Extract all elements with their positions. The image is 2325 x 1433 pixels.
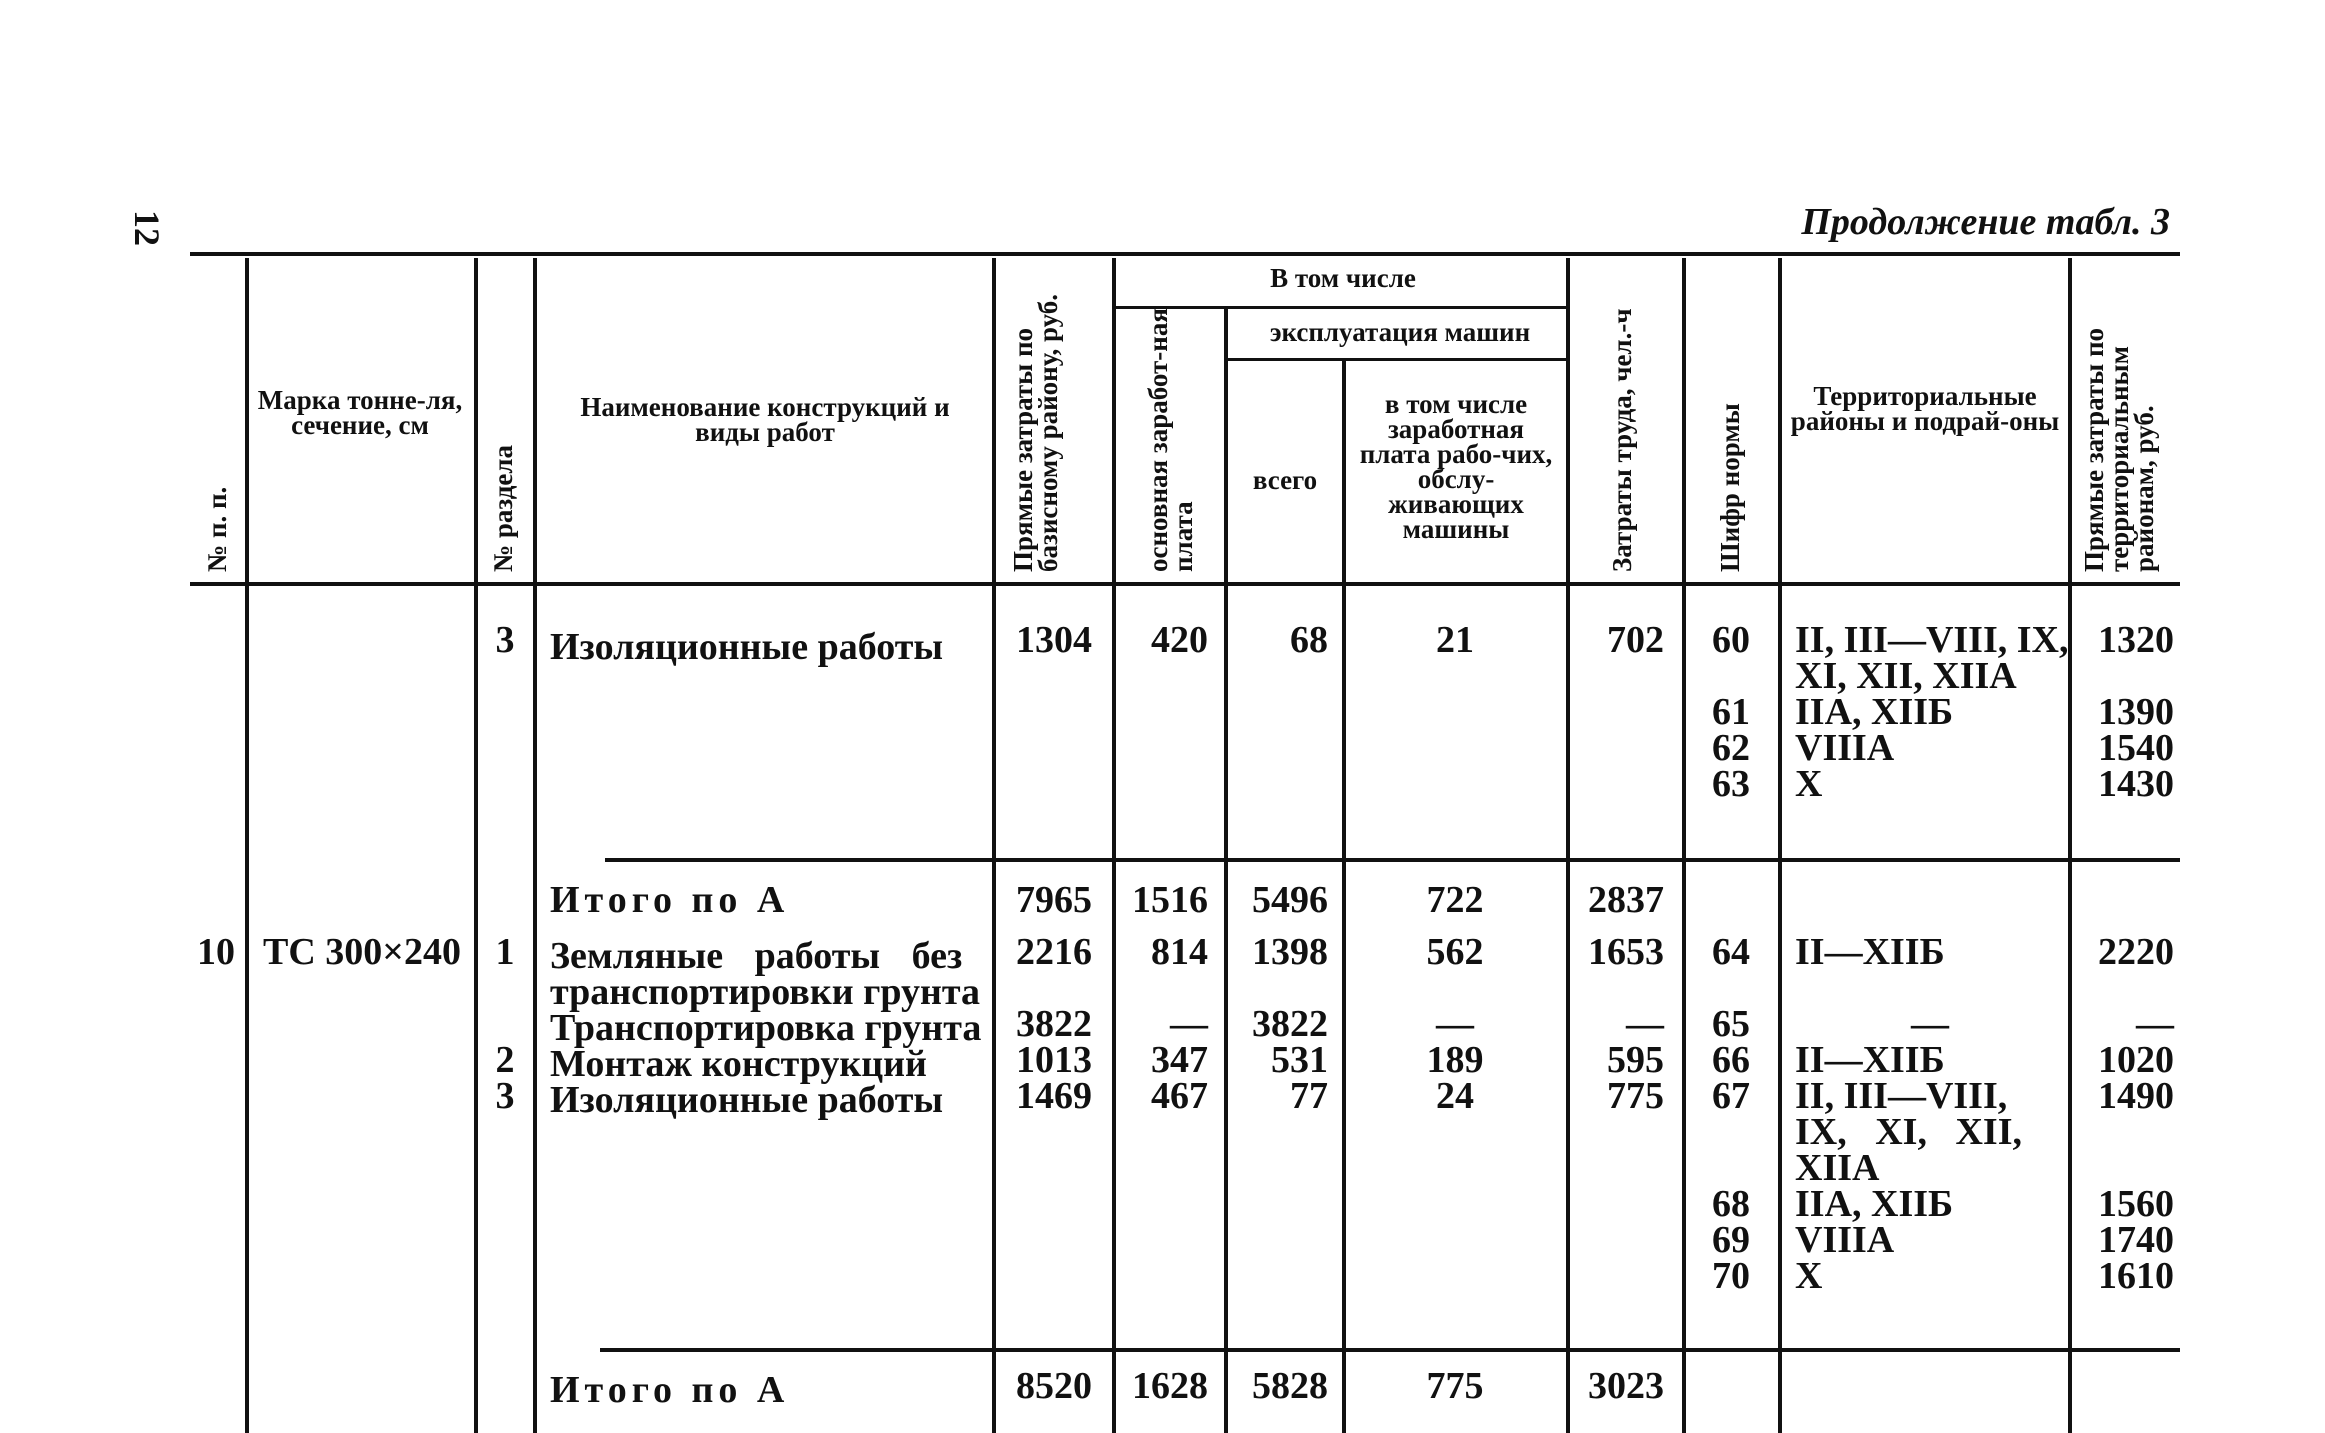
total2-wage: 1628 bbox=[1132, 1365, 1208, 1407]
row1-wage: 420 bbox=[1151, 619, 1208, 661]
block2-code-2: 65 bbox=[1712, 1003, 1750, 1045]
row1-code-3: 62 bbox=[1712, 727, 1750, 769]
row1-region-5: X bbox=[1795, 763, 1823, 805]
header-brand: Марка тонне-ля, сечение, см bbox=[257, 385, 463, 440]
row1-region-cost-2: 1390 bbox=[2098, 691, 2174, 733]
page-number: 12 bbox=[127, 210, 167, 246]
table-top-rule bbox=[190, 252, 2180, 256]
row1-region-cost-1: 1320 bbox=[2098, 619, 2174, 661]
header-section: № раздела bbox=[488, 444, 518, 572]
header-direct-regions: Прямые затраты по территориальным районам, руб. bbox=[2079, 327, 2159, 572]
block2-wage-3: 347 bbox=[1151, 1039, 1208, 1081]
row1-region-cost-3: 1540 bbox=[2098, 727, 2174, 769]
header-machines: эксплуатация машин bbox=[1269, 317, 1531, 347]
machines-rule bbox=[1226, 358, 1570, 361]
block2-section-1: 1 bbox=[495, 931, 515, 973]
total1-labor: 2837 bbox=[1588, 879, 1664, 921]
total1-direct: 7965 bbox=[1016, 879, 1092, 921]
block2-code-7: 70 bbox=[1712, 1255, 1750, 1297]
block2-name-5: Изоляционные работы bbox=[550, 1079, 944, 1121]
header-incl-wage: в том числе заработная плата рабо-чих, обслу-живающих машины bbox=[1359, 389, 1553, 544]
block2-machines-3: 531 bbox=[1271, 1039, 1328, 1081]
continuation-caption: Продолжение табл. 3 bbox=[1801, 201, 2170, 243]
row1-region-cost-4: 1430 bbox=[2098, 763, 2174, 805]
block2-code-3: 66 bbox=[1712, 1039, 1750, 1081]
block2-region-6: XIIA bbox=[1795, 1147, 1880, 1189]
total2-label: Итого по А bbox=[550, 1369, 790, 1411]
col-rule-3 bbox=[533, 258, 537, 1433]
block2-code-4: 67 bbox=[1712, 1075, 1750, 1117]
row1-region-3: IIA, XIIБ bbox=[1795, 691, 1954, 733]
block2-direct-3: 1013 bbox=[1016, 1039, 1092, 1081]
row1-direct: 1304 bbox=[1016, 619, 1092, 661]
total2-mwage: 775 bbox=[1426, 1365, 1484, 1407]
block2-name-2: транспортировки грунта bbox=[550, 971, 981, 1013]
block2-machines-2: 3822 bbox=[1252, 1003, 1328, 1045]
row1-code-1: 60 bbox=[1712, 619, 1750, 661]
block2-region-cost-2: — bbox=[2136, 1003, 2174, 1045]
block2-section-2: 2 bbox=[495, 1039, 515, 1081]
block2-wage-2: — bbox=[1170, 1003, 1208, 1045]
total1-mwage: 722 bbox=[1426, 879, 1484, 921]
block2-region-cost-7: 1610 bbox=[2098, 1255, 2174, 1297]
block2-region-5: IX, XI, XII, bbox=[1795, 1111, 2022, 1153]
block2-labor-3: 595 bbox=[1607, 1039, 1664, 1081]
row1-name: Изоляционные работы bbox=[550, 626, 944, 668]
header-no: № п. п. bbox=[202, 486, 232, 572]
block2-machines-4: 77 bbox=[1290, 1075, 1328, 1117]
col-rule-2 bbox=[474, 258, 478, 1433]
row1-code-2: 61 bbox=[1712, 691, 1750, 733]
total2-direct: 8520 bbox=[1016, 1365, 1092, 1407]
col-rule-8 bbox=[1566, 258, 1570, 1433]
header-direct-base: Прямые затраты по базисному району, руб. bbox=[1008, 293, 1063, 572]
col-rule-1 bbox=[245, 258, 249, 1433]
block2-labor-4: 775 bbox=[1607, 1075, 1664, 1117]
header-including: В том числе bbox=[1270, 263, 1416, 293]
total1-machines: 5496 bbox=[1252, 879, 1328, 921]
block2-mwage-2: — bbox=[1436, 1003, 1474, 1045]
col-rule-9 bbox=[1682, 258, 1686, 1433]
block2-labor-1: 1653 bbox=[1588, 931, 1664, 973]
row1-region-1: II, III—VIII, IX, bbox=[1795, 619, 2069, 661]
block2-region-cost-1: 2220 bbox=[2098, 931, 2174, 973]
header-labor: Затраты труда, чел.-ч bbox=[1607, 308, 1637, 572]
col-rule-6 bbox=[1224, 306, 1228, 1433]
header-name: Наименование конструкций и виды работ bbox=[580, 392, 950, 447]
block2-mwage-4: 24 bbox=[1436, 1075, 1474, 1117]
col-rule-10 bbox=[1778, 258, 1782, 1433]
block2-wage-1: 814 bbox=[1151, 931, 1208, 973]
header-basic-wage: основная заработ-ная плата bbox=[1143, 308, 1198, 572]
subtotal2-rule bbox=[600, 1348, 2180, 1352]
block2-mwage-3: 189 bbox=[1426, 1039, 1484, 1081]
header-regions: Территориальные районы и подрай-оны bbox=[1790, 381, 2060, 436]
row1-region-2: XI, XII, XIIA bbox=[1795, 655, 2017, 697]
block2-region-3: II—XIIБ bbox=[1795, 1039, 1945, 1081]
total1-label: Итого по А bbox=[550, 879, 790, 921]
block2-region-9: X bbox=[1795, 1255, 1823, 1297]
subtotal1-rule bbox=[605, 858, 2180, 862]
col-rule-7 bbox=[1342, 358, 1346, 1433]
block2-region-4: II, III—VIII, bbox=[1795, 1075, 2008, 1117]
header-total: всего bbox=[1252, 465, 1318, 495]
row1-code-4: 63 bbox=[1712, 763, 1750, 805]
block2-code-5: 68 bbox=[1712, 1183, 1750, 1225]
block2-name-4: Монтаж конструкций bbox=[550, 1043, 927, 1085]
col-rule-4 bbox=[992, 258, 996, 1433]
block2-region-8: VIIIA bbox=[1795, 1219, 1895, 1261]
block2-region-cost-3: 1020 bbox=[2098, 1039, 2174, 1081]
block2-wage-4: 467 bbox=[1151, 1075, 1208, 1117]
row1-mwage: 21 bbox=[1436, 619, 1474, 661]
block2-name-1: Земляные работы без bbox=[550, 935, 963, 977]
col-rule-5 bbox=[1112, 258, 1116, 1433]
block2-region-cost-6: 1740 bbox=[2098, 1219, 2174, 1261]
block2-mwage-1: 562 bbox=[1426, 931, 1484, 973]
row1-labor: 702 bbox=[1607, 619, 1664, 661]
block2-region-2: — bbox=[1911, 1003, 1949, 1045]
block2-direct-1: 2216 bbox=[1016, 931, 1092, 973]
block2-section-3: 3 bbox=[495, 1075, 515, 1117]
row1-machines: 68 bbox=[1290, 619, 1328, 661]
total1-wage: 1516 bbox=[1132, 879, 1208, 921]
total2-machines: 5828 bbox=[1252, 1365, 1328, 1407]
header-code: Шифр нормы bbox=[1715, 403, 1745, 572]
total2-labor: 3023 bbox=[1588, 1365, 1664, 1407]
block2-code-6: 69 bbox=[1712, 1219, 1750, 1261]
block2-code-1: 64 bbox=[1712, 931, 1750, 973]
row1-section: 3 bbox=[495, 619, 515, 661]
block2-name-3: Транспортировка грунта bbox=[550, 1007, 982, 1049]
block2-no: 10 bbox=[197, 931, 235, 973]
block2-labor-2: — bbox=[1626, 1003, 1664, 1045]
row1-region-4: VIIIA bbox=[1795, 727, 1895, 769]
col-rule-11 bbox=[2068, 258, 2072, 1433]
block2-brand: ТС 300×240 bbox=[263, 931, 461, 973]
header-bottom-rule bbox=[190, 582, 2180, 586]
block2-machines-1: 1398 bbox=[1252, 931, 1328, 973]
block2-region-7: IIA, XIIБ bbox=[1795, 1183, 1954, 1225]
block2-direct-4: 1469 bbox=[1016, 1075, 1092, 1117]
block2-region-1: II—XIIБ bbox=[1795, 931, 1945, 973]
block2-direct-2: 3822 bbox=[1016, 1003, 1092, 1045]
block2-region-cost-5: 1560 bbox=[2098, 1183, 2174, 1225]
block2-region-cost-4: 1490 bbox=[2098, 1075, 2174, 1117]
